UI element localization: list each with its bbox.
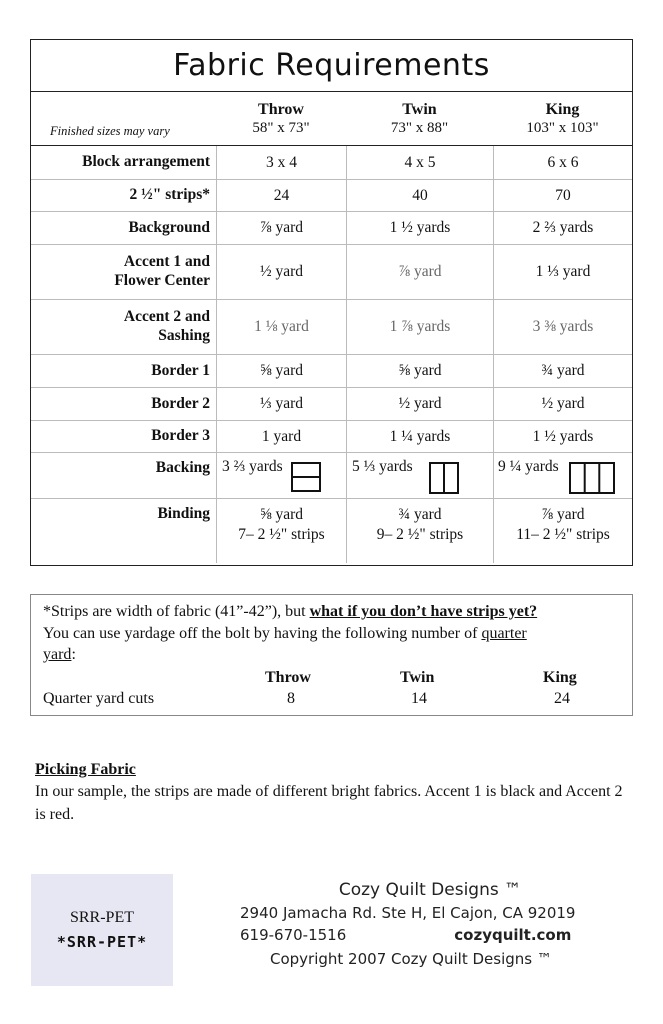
- cell-king: [493, 499, 632, 563]
- cell-throw: ⅓ yard: [216, 388, 346, 420]
- row-label: [31, 245, 216, 299]
- fabric-requirements-table: [30, 39, 633, 566]
- table-row-border-2: [31, 388, 632, 421]
- picking-heading: Picking Fabric: [35, 761, 136, 778]
- cell-throw: 1 yard: [216, 421, 346, 452]
- binding-strips: 11– 2 ½" strips: [516, 526, 610, 544]
- strips-note-line-1: [43, 601, 620, 623]
- cell-throw: 3 x 4: [216, 146, 346, 179]
- picking-body: In our sample, the strips are made of different bright fabrics. Accent 1 is black and Accent 2 is red.: [35, 783, 623, 823]
- cell-twin: ½ yard: [346, 388, 493, 420]
- backing-amount: 5 ⅓ yards: [352, 458, 413, 475]
- table-title-row: [31, 40, 632, 92]
- row-label-line-2: Sashing: [158, 327, 210, 344]
- cell-throw: ⅞ yard: [216, 212, 346, 244]
- row-label: Border 2: [151, 394, 210, 412]
- backing-2-panel-horizontal-icon: [291, 462, 321, 492]
- cell-twin: ⅞ yard: [346, 245, 493, 299]
- cell-king: 2 ⅔ yards: [493, 212, 632, 244]
- cell-twin: ⅝ yard: [346, 355, 493, 387]
- row-label-line-1: Accent 1 and: [123, 253, 210, 271]
- cell-twin: [346, 499, 493, 563]
- pattern-barcode-text: *SRR-PET*: [56, 933, 148, 951]
- cell-king: 3 ⅜ yards: [493, 300, 632, 354]
- column-name: Twin: [402, 100, 437, 118]
- company-website: cozyquilt.com: [454, 926, 572, 944]
- row-label: [31, 300, 216, 354]
- cell-twin: 1 ⅞ yards: [346, 300, 493, 354]
- table-row-accent-2: [31, 300, 632, 355]
- table-row-block-arrangement: [31, 146, 632, 180]
- row-label-line-2: Flower Center: [114, 272, 210, 289]
- column-size: 58" x 73": [252, 120, 310, 137]
- cell-throw: 1 ⅛ yard: [216, 300, 346, 354]
- quarter-value-throw: 8: [287, 689, 295, 707]
- cell-twin: 1 ¼ yards: [346, 421, 493, 452]
- cell-king: 70: [493, 180, 632, 211]
- binding-strips: 9– 2 ½" strips: [376, 526, 464, 544]
- binding-strips: 7– 2 ½" strips: [238, 526, 325, 544]
- cell-throw: [216, 499, 346, 563]
- table-row-binding: [31, 499, 632, 563]
- cell-throw: ⅝ yard: [216, 355, 346, 387]
- cell-king: 6 x 6: [493, 146, 632, 179]
- cell-king: [493, 453, 632, 498]
- cell-throw: [216, 453, 346, 498]
- table-header-row: [31, 92, 632, 146]
- cell-twin: 1 ½ yards: [346, 212, 493, 244]
- cell-king: 1 ⅓ yard: [493, 245, 632, 299]
- quarter-row-label: Quarter yard cuts: [43, 689, 155, 707]
- quarter-value-king: 24: [554, 689, 570, 707]
- header-king: [493, 92, 632, 145]
- table-row-border-3: [31, 421, 632, 453]
- pattern-code-box: [31, 874, 173, 986]
- strips-note-text: You can use yardage off the bolt by having the following number of: [43, 624, 482, 642]
- company-name: Cozy Quilt Designs ™: [338, 880, 522, 900]
- company-address: 2940 Jamacha Rd. Ste H, El Cajon, CA 92019: [240, 904, 576, 922]
- cell-throw: ½ yard: [216, 245, 346, 299]
- picking-fabric-section: [35, 759, 635, 826]
- header-twin: [346, 92, 493, 145]
- finished-sizes-note: Finished sizes may vary: [50, 124, 170, 138]
- header-note-cell: [31, 92, 216, 145]
- table-row-backing: [31, 453, 632, 499]
- cell-twin: 40: [346, 180, 493, 211]
- row-label: Binding: [157, 505, 210, 522]
- binding-yardage: ¾ yard: [398, 506, 442, 523]
- row-label: Background: [128, 218, 210, 236]
- row-label: 2 ½" strips*: [129, 186, 210, 204]
- company-contact-line: [240, 926, 640, 944]
- row-label-line-1: Accent 2 and: [123, 308, 210, 326]
- table-grid: [31, 92, 632, 563]
- table-row-background: [31, 212, 632, 245]
- strips-note-underline: yard: [43, 646, 72, 664]
- company-info: [240, 880, 640, 968]
- strips-note-text: *Strips are width of fabric (41”-42”), but: [43, 603, 310, 620]
- column-size: 73" x 88": [390, 120, 449, 137]
- quarter-header-twin: Twin: [400, 668, 435, 686]
- row-label: Backing: [155, 459, 210, 476]
- table-row-border-1: [31, 355, 632, 388]
- binding-yardage: ⅞ yard: [541, 506, 585, 523]
- strips-note-text: :: [71, 646, 76, 664]
- company-phone: 619-670-1516: [240, 926, 347, 944]
- row-label: Border 1: [151, 361, 210, 379]
- column-name: King: [545, 100, 580, 118]
- pattern-code: SRR-PET: [69, 909, 134, 926]
- table-row-accent-1: [31, 245, 632, 300]
- quarter-header-king: King: [543, 668, 577, 686]
- table-title: Fabric Requirements: [173, 48, 490, 83]
- quarter-header-throw: Throw: [265, 668, 311, 686]
- column-name: Throw: [258, 100, 304, 118]
- quarter-value-twin: 14: [411, 689, 427, 707]
- strips-note-line-2: [43, 623, 620, 645]
- row-label: Block arrangement: [82, 153, 210, 171]
- copyright: Copyright 2007 Cozy Quilt Designs ™: [270, 950, 552, 968]
- column-size: 103" x 103": [526, 120, 599, 137]
- cell-twin: [346, 453, 493, 498]
- strips-note-box: [30, 594, 633, 716]
- header-throw: [216, 92, 346, 145]
- strips-note-emphasis: what if you don’t have strips yet?: [309, 603, 538, 620]
- cell-king: ½ yard: [493, 388, 632, 420]
- binding-yardage: ⅝ yard: [259, 506, 304, 523]
- cell-king: 1 ½ yards: [493, 421, 632, 452]
- table-row-strips: [31, 180, 632, 212]
- strips-note-line-3: [43, 644, 620, 666]
- backing-amount: 3 ⅔ yards: [222, 458, 283, 475]
- backing-2-panel-vertical-icon: [429, 462, 459, 494]
- cell-throw: 24: [216, 180, 346, 211]
- backing-3-panel-vertical-icon: [569, 462, 615, 494]
- backing-amount: 9 ¼ yards: [498, 458, 559, 475]
- strips-note-underline: quarter: [481, 624, 527, 642]
- cell-king: ¾ yard: [493, 355, 632, 387]
- row-label: Border 3: [151, 427, 210, 445]
- quarter-yard-table: [43, 667, 620, 709]
- cell-twin: 4 x 5: [346, 146, 493, 179]
